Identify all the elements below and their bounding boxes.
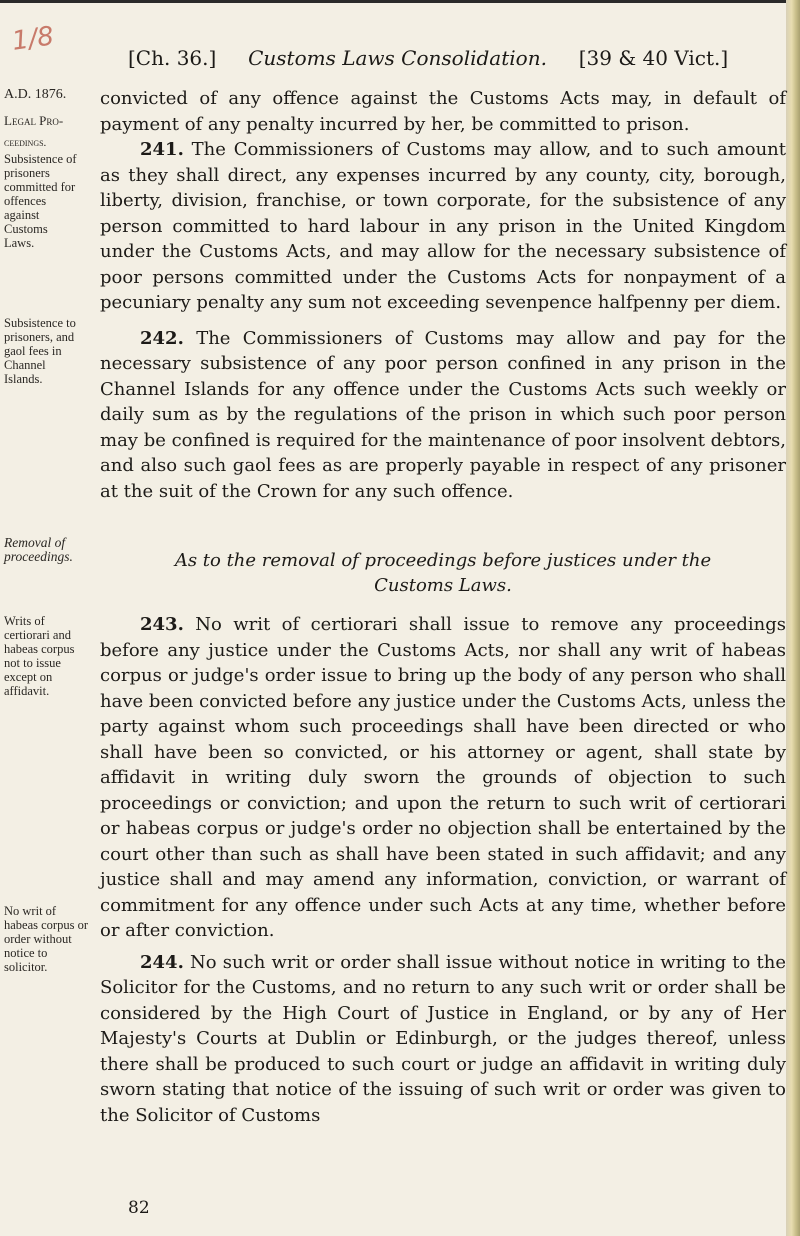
handwritten-folio-mark: 1/8 [10,21,56,57]
margin-section-title-2: ceedings. [4,137,47,149]
margin-note-243: Writs of certiorari and habeas corpus not to issue except on affidavit. [4,614,75,698]
margin-section-title-1: Legal Pro- [4,113,64,128]
page-number: 82 [128,1198,150,1218]
text-block-upper [100,86,786,504]
section-242 [100,326,786,505]
section-244-number: 244. [140,951,184,973]
section-241 [100,137,786,316]
text-block-lower [100,612,786,1128]
section-244-text: No such writ or order shall issue without notice in writing to the Solicitor for the Customs, and no return to any such writ or order shall be considered by the High Court of Justice in England, or by any of Her Majesty's Courts at Dublin or Edinburgh, or the judges thereof, unless there shall be produced to such court or judge an affidavit in writing duly sworn stating that notice of the issuing of such writ or order was given to the Solicitor of Customs [100,951,787,1126]
section-242-number: 242. [140,327,184,349]
section-heading [100,548,786,598]
header-title: Customs Laws Consolidation. [248,46,547,70]
section-243 [100,612,786,944]
section-243-number: 243. [140,614,184,635]
running-header [128,46,728,70]
section-244 [100,950,786,1129]
section-241-number: 241. [140,139,184,160]
section-heading-line-1: As to the removal of proceedings before justices under the [174,550,712,571]
section-heading-line-2: Customs Laws. [374,575,512,596]
margin-note-244: No writ of habeas corpus or order without notice to solicitor. [4,904,88,974]
top-rule [0,0,800,3]
section-242-text: The Commissioners of Customs may allow and pay for the necessary subsistence of any poor person confined in any prison in the Channel Islands for any offence under the Customs Acts such weekly or daily sum as by the regulations of the prison in which such poor person may be confined is required for the maintenance of poor insolvent debtors, and also such gaol fees as are properly payable in respect of any prisoner at the suit of the Crown for any such offence. [100,327,786,502]
margin-note-removal: Removal of proceedings. [4,535,73,564]
margin-year: A.D. 1876. [4,87,67,102]
paragraph-continued: convicted of any offence against the Customs Acts may, in default of payment of any penalty incurred by her, be committed to prison. [100,88,786,135]
header-chapter: [Ch. 36.] [128,46,217,70]
margin-note-242: Subsistence to prisoners, and gaol fees in Channel Islands. [4,316,76,386]
page-edge [786,0,800,1236]
section-243-text: No writ of certiorari shall issue to remove any proceedings before any justice under the Customs Acts, nor shall any writ of habeas corpus or judge's order issue to bring up the body of any person who shall have been convicted before any justice under the Customs Acts, unless the party against whom such proceedings shall have been directed or who shall have been so convicted, or his attorney or agent, shall state by affidavit in writing duly sworn the grounds of objection to such proceedings or conviction; and upon the return to such writ of certiorari or habeas corpus or judge's order no objection shall be entertained by the court other than such as shall have been stated in such affidavit; and any justice shall and may amend any information, conviction, or warrant of commitment for any offence under such Acts at any time, whether before or after conviction. [100,614,786,941]
section-241-text: The Commissioners of Customs may allow, and to such amount as they shall direct, any expenses incurred by any county, city, borough, liberty, division, franchise, or town corporate, for the subsistence of any person committed to hard labour in any prison in the United Kingdom under the Customs Acts, and may allow for the necessary subsistence of poor persons committed under the Customs Acts for nonpayment of a pecuniary penalty any sum not exceeding sevenpence halfpenny per diem. [100,139,786,313]
margin-note-241: Subsistence of prisoners committed for offences against Customs Laws. [4,152,77,250]
header-regnal: [39 & 40 Vict.] [578,46,729,70]
